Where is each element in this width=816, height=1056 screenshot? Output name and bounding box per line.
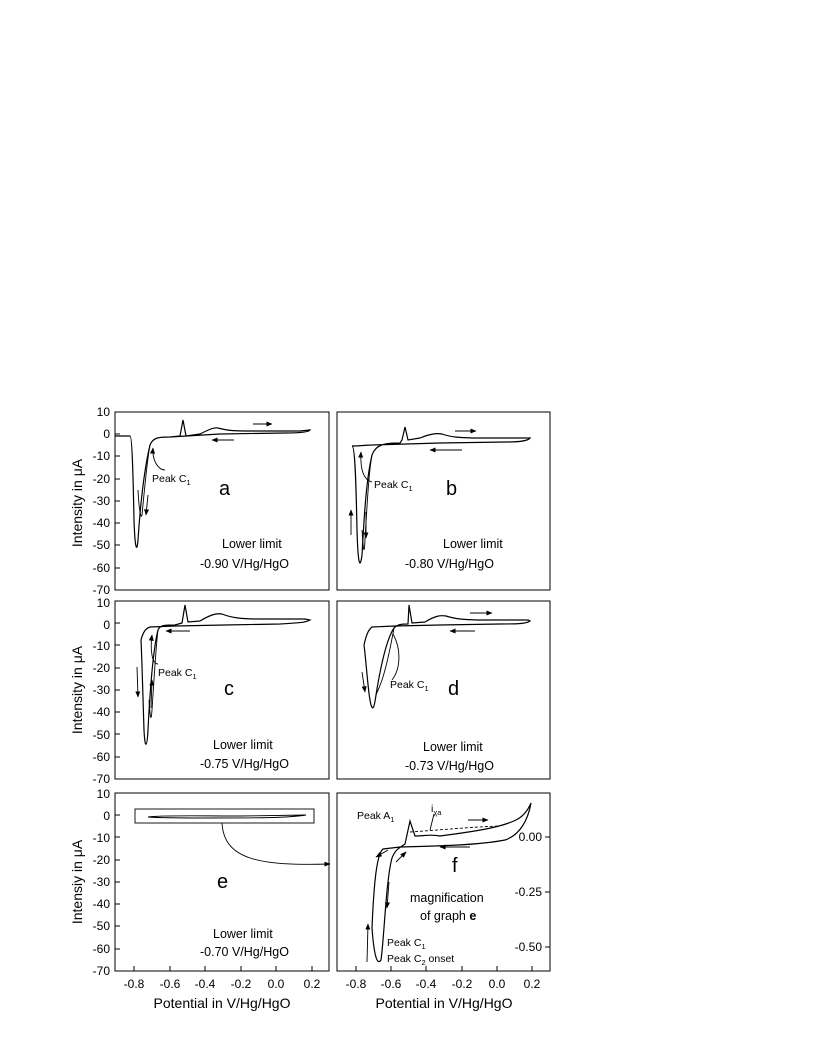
- panel-d-peak-pointer: [392, 634, 399, 680]
- x-tick-left-2: -0.4: [194, 977, 216, 991]
- panel-a-ytick-5: -40: [92, 516, 110, 530]
- x-tick-right-3: -0.2: [451, 977, 473, 991]
- panel-c-ytick-0: 10: [96, 596, 110, 610]
- x-tick-left-4: 0.0: [267, 977, 285, 991]
- panel-e-y-ticks: [115, 793, 120, 949]
- panel-e-curve: [148, 815, 306, 818]
- panel-d-letter: d: [448, 678, 460, 700]
- panel-c-ytick-7: -60: [92, 750, 110, 764]
- panel-f-right-tick-0: 0.00: [518, 830, 542, 844]
- panel-f-letter: f: [452, 855, 458, 877]
- panel-f-i-pointer: [430, 814, 434, 830]
- panel-c-ytick-8: -70: [92, 772, 110, 786]
- panel-a-ytick-1: 0: [103, 427, 110, 441]
- x-tick-right-1: -0.6: [380, 977, 402, 991]
- panel-a-ytick-2: -10: [92, 449, 110, 463]
- panel-e: [69, 787, 330, 978]
- panel-f-right-tick-2: -0.50: [514, 940, 542, 954]
- panel-f-peak-a-label: Peak $A_1$: [357, 810, 395, 824]
- panel-f-arrow-diag: [396, 852, 406, 862]
- panel-c-peak-label: Peak $C_1$: [158, 667, 197, 681]
- panel-c-ytick-3: -20: [92, 661, 110, 675]
- panel-e-ytick-7: -60: [92, 942, 110, 956]
- panel-e-ytick-8: -70: [92, 964, 110, 978]
- panel-c-ytick-1: 0: [103, 618, 110, 632]
- panel-c-inner-branch: [149, 630, 158, 717]
- panel-a-peak-pointer: [153, 448, 165, 470]
- panel-d-lower-limit-value: -0.73 V/Hg/HgO: [405, 759, 494, 773]
- panel-b-peak-label: Peak $C_1$: [374, 479, 413, 493]
- panel-a-letter: a: [219, 478, 231, 500]
- panel-e-ytick-2: -10: [92, 831, 110, 845]
- panel-a-lower-limit-label: Lower limit: [222, 537, 282, 551]
- panel-d: [337, 601, 550, 779]
- panel-e-ytick-4: -30: [92, 875, 110, 889]
- panel-f-peak-c1-label: Peak $C_1$: [387, 937, 426, 951]
- panel-b-lower-limit-value: -0.80 V/Hg/HgO: [405, 557, 494, 571]
- panel-f-arrow-up: [367, 924, 368, 962]
- x-axis-title-left: Potential in V/Hg/HgO: [153, 995, 291, 1011]
- x-axis-right: [346, 966, 541, 1011]
- panel-c-ytick-4: -30: [92, 683, 110, 697]
- panel-e-link-arrow: [222, 823, 330, 864]
- panel-b-letter: b: [446, 478, 458, 500]
- panel-a-ytick-4: -30: [92, 494, 110, 508]
- panel-e-ytick-5: -40: [92, 897, 110, 911]
- x-axis-right-ticks: [356, 966, 532, 971]
- panel-b-curve: [352, 427, 530, 563]
- panel-a-ytick-6: -50: [92, 538, 110, 552]
- panel-e-y-axis-title: Intensiy in μA: [69, 839, 85, 925]
- panel-e-ytick-0: 10: [96, 787, 110, 801]
- panel-d-peak-label: Peak $C_1$: [390, 679, 429, 693]
- x-tick-left-1: -0.6: [159, 977, 181, 991]
- panel-f-caption-line2: of graph e: [420, 909, 477, 923]
- panel-e-letter: e: [217, 871, 229, 893]
- panel-c: [69, 596, 329, 786]
- panel-a-y-axis-title: Intensity in μA: [69, 458, 85, 548]
- panel-e-ytick-6: -50: [92, 919, 110, 933]
- panel-f-peak-c2-label: Peak $C_2$ onset: [387, 953, 455, 967]
- panel-f-right-tick-1: -0.25: [514, 885, 542, 899]
- panel-a-ytick-7: -60: [92, 561, 110, 575]
- panel-c-lower-limit-value: -0.75 V/Hg/HgO: [200, 757, 289, 771]
- panel-a-lower-limit-value: -0.90 V/Hg/HgO: [200, 557, 289, 571]
- panel-a-curve: [115, 420, 310, 547]
- panel-c-ytick-5: -40: [92, 705, 110, 719]
- panel-e-lower-limit-label: Lower limit: [213, 927, 273, 941]
- panel-c-arrow-down: [137, 667, 138, 697]
- panel-d-lower-limit-label: Lower limit: [423, 740, 483, 754]
- panel-a-ytick-0: 10: [96, 405, 110, 419]
- panel-c-y-ticks: [115, 601, 120, 757]
- x-tick-right-4: 0.0: [488, 977, 506, 991]
- x-axis-left-ticks: [134, 966, 312, 971]
- panel-e-lower-limit-value: -0.70 V/Hg/HgO: [200, 945, 289, 959]
- panel-c-y-axis-title: Intensity in μA: [69, 645, 85, 735]
- x-axis-left: [124, 966, 321, 1011]
- panel-f: [337, 793, 550, 971]
- x-tick-left-3: -0.2: [230, 977, 252, 991]
- panel-c-letter: c: [224, 678, 234, 700]
- panel-e-ytick-3: -20: [92, 853, 110, 867]
- x-tick-right-2: -0.4: [415, 977, 437, 991]
- panel-c-ytick-2: -10: [92, 639, 110, 653]
- panel-c-ytick-6: -50: [92, 728, 110, 742]
- x-tick-right-0: -0.8: [345, 977, 367, 991]
- panel-a-peak-label: Peak $C_1$: [152, 473, 191, 487]
- x-tick-right-5: 0.2: [523, 977, 541, 991]
- x-tick-left-5: 0.2: [303, 977, 321, 991]
- panel-a-arrow-down: [146, 495, 148, 515]
- panel-d-curve: [364, 605, 530, 708]
- panel-f-i-label: $i_{\chi a}$: [431, 803, 442, 817]
- x-tick-left-0: -0.8: [123, 977, 145, 991]
- panel-b-lower-limit-label: Lower limit: [443, 537, 503, 551]
- panel-a-ytick-3: -20: [92, 472, 110, 486]
- panel-f-caption-line1: magnification: [410, 891, 484, 905]
- panel-a: [69, 405, 329, 597]
- panel-b: [337, 412, 550, 590]
- panel-a-ytick-8: -70: [92, 583, 110, 597]
- panel-e-ytick-1: 0: [103, 809, 110, 823]
- panel-c-lower-limit-label: Lower limit: [213, 738, 273, 752]
- x-axis-title-right: Potential in V/Hg/HgO: [375, 995, 513, 1011]
- panel-d-arrow-down: [362, 672, 365, 692]
- panel-f-right-ticks: [545, 837, 550, 947]
